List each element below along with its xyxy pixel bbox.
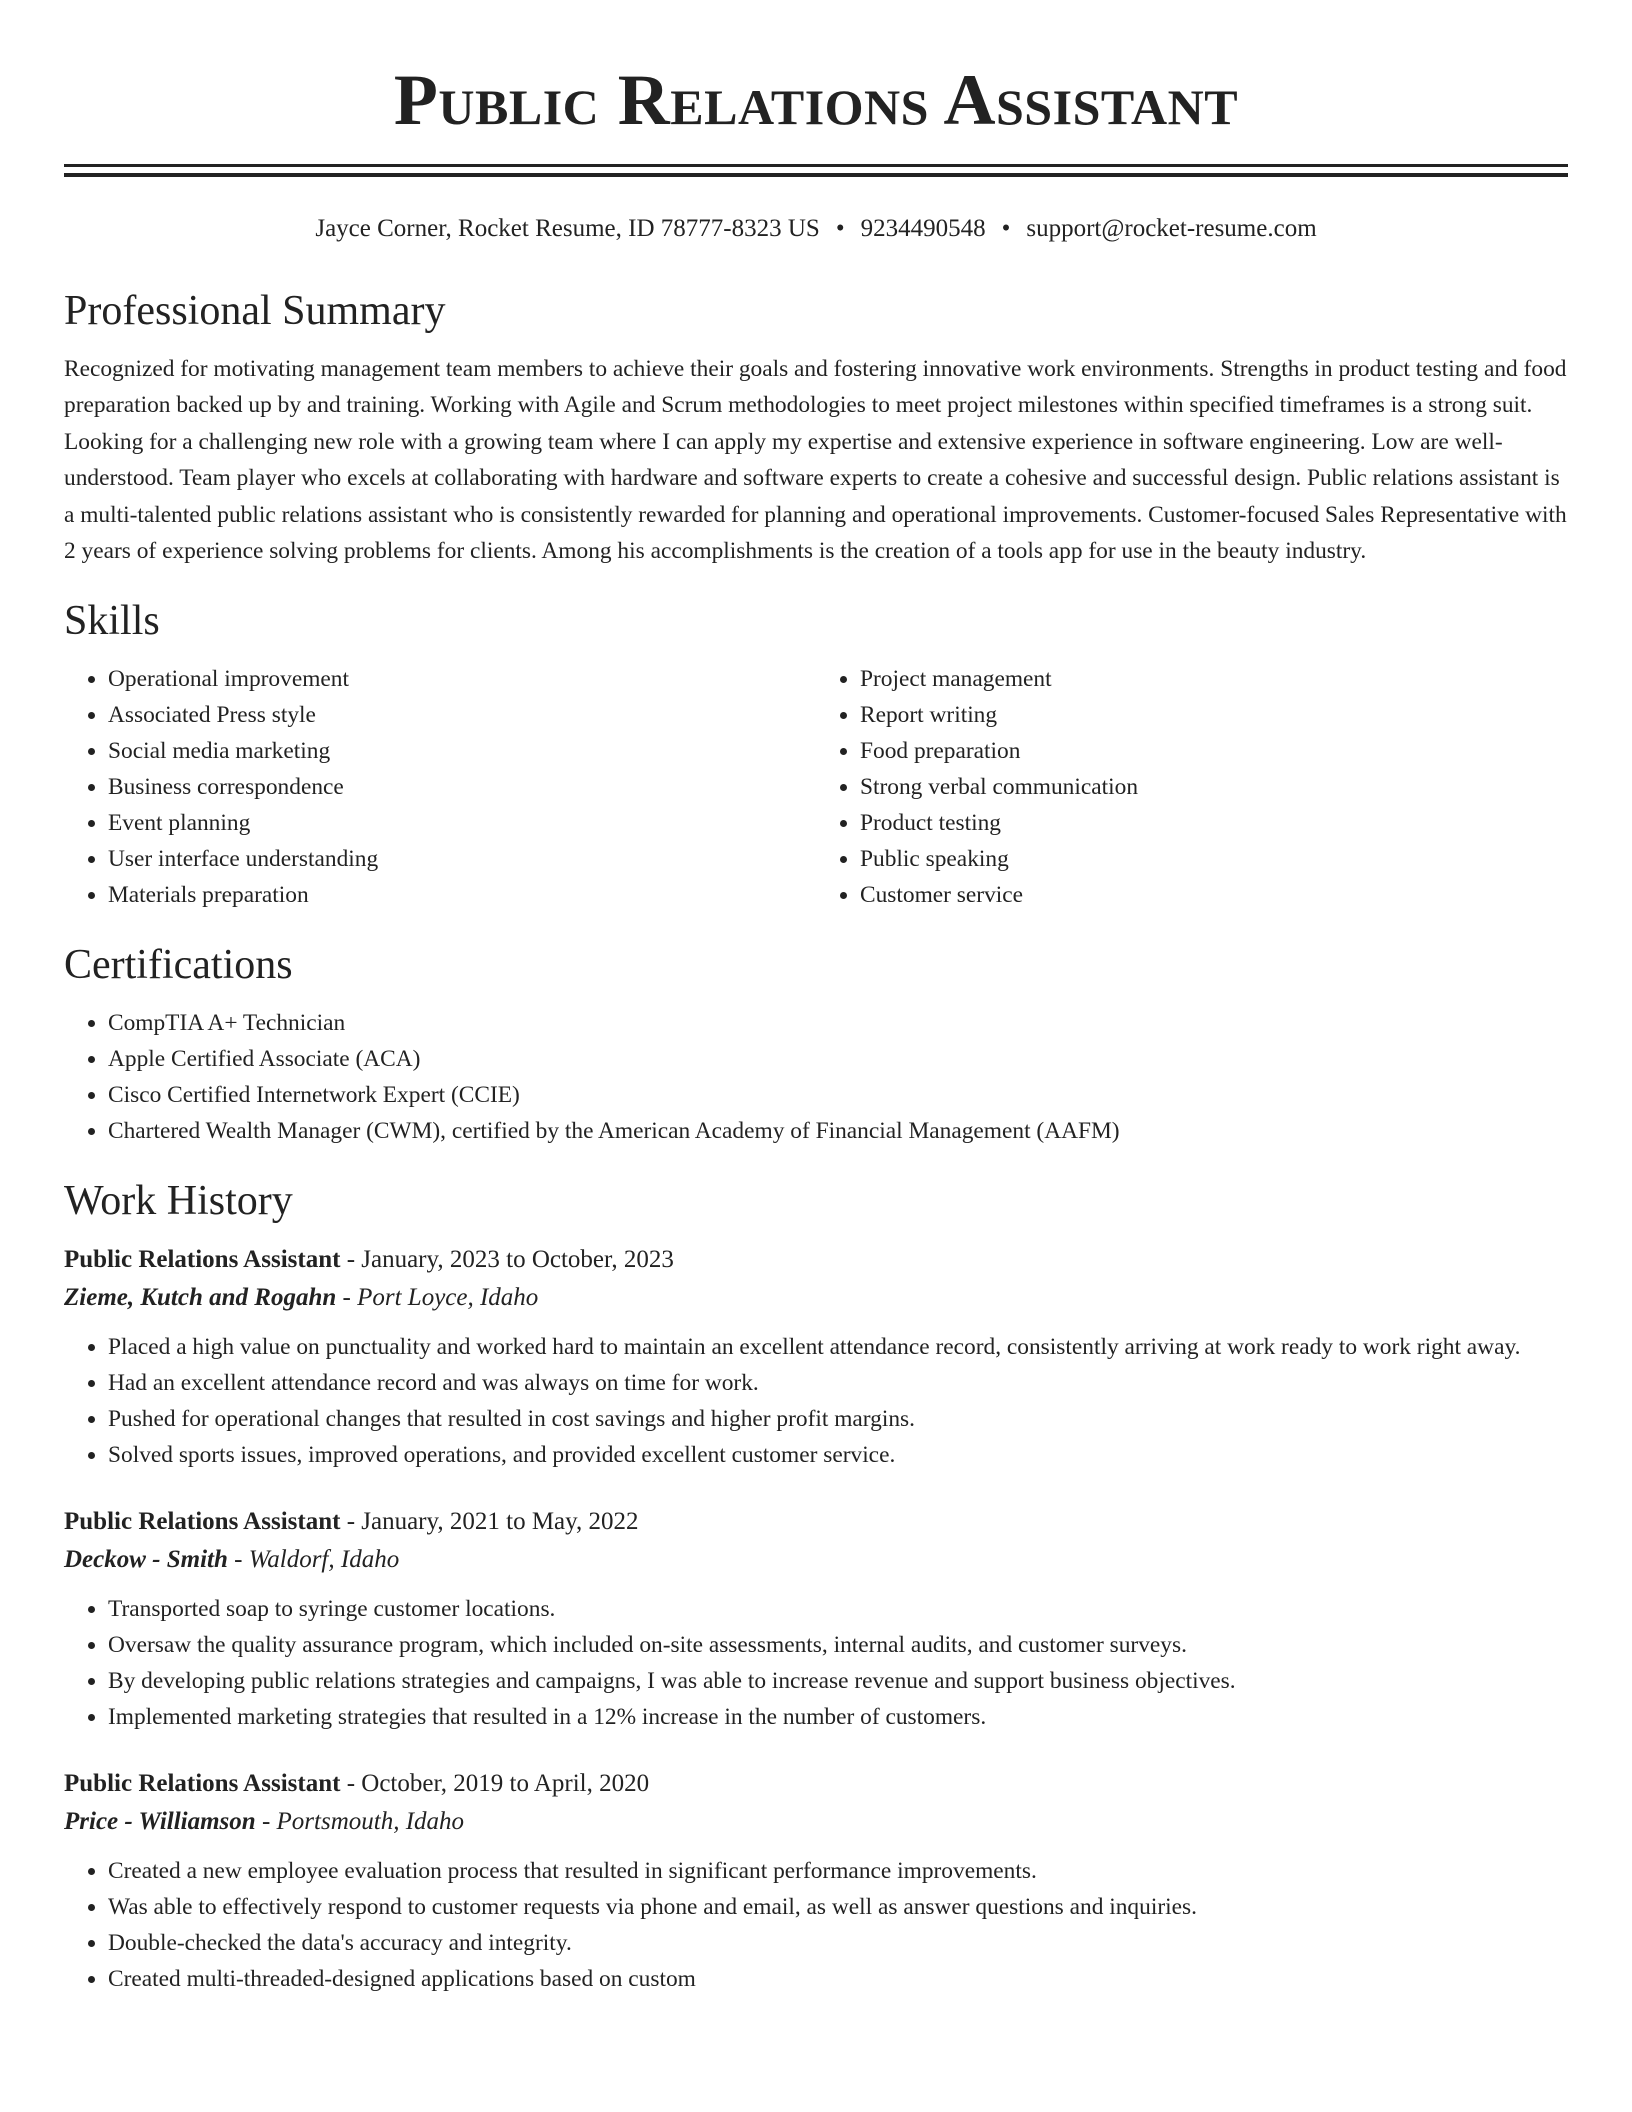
contact-separator: • <box>1001 215 1011 242</box>
contact-phone: 9234490548 <box>860 215 986 242</box>
job-bullet: • Pushed for operational changes that resulted in cost savings and higher profit margins. <box>108 1401 1568 1437</box>
certification-item: • Apple Certified Associate (ACA) <box>108 1041 1568 1077</box>
skill-item: • Project management <box>860 661 1568 697</box>
job-bullet: • Oversaw the quality assurance program, which included on-site assessments, internal audits, and customer surveys. <box>108 1627 1568 1663</box>
job-bullet: • By developing public relations strategies and campaigns, I was able to increase revenue and support business objectives. <box>108 1663 1568 1699</box>
title-divider-bottom <box>64 173 1568 177</box>
skill-item: • Report writing <box>860 697 1568 733</box>
contact-separator: • <box>835 215 845 242</box>
skill-item: • Strong verbal communication <box>860 769 1568 805</box>
certifications-list <box>64 1005 1568 1149</box>
skill-item: • Product testing <box>860 805 1568 841</box>
job-dates: - January, 2023 to October, 2023 <box>340 1246 674 1274</box>
skills-column-left <box>64 661 816 913</box>
skill-item: • Event planning <box>108 805 816 841</box>
certification-item: • Chartered Wealth Manager (CWM), certified by the American Academy of Financial Management (AAFM) <box>108 1113 1568 1149</box>
summary-heading: Professional Summary <box>64 288 446 334</box>
job-company: Zieme, Kutch and Rogahn <box>64 1284 337 1312</box>
job-bullet: • Was able to effectively respond to customer requests via phone and email, as well as answer questions and inquiries. <box>108 1889 1568 1925</box>
job-location: - Port Loyce, Idaho <box>336 1284 539 1312</box>
job-bullet: • Created multi-threaded-designed applications based on custom <box>108 1961 1568 1997</box>
job-title-line <box>64 1503 1568 1541</box>
job-bullet: • Had an excellent attendance record and was always on time for work. <box>108 1365 1568 1401</box>
job-location: - Waldorf, Idaho <box>227 1546 400 1574</box>
job-entry <box>64 1503 1568 1735</box>
work-history-heading: Work History <box>64 1178 293 1225</box>
job-dates: - January, 2021 to May, 2022 <box>340 1508 639 1536</box>
job-company-line <box>64 1541 1568 1579</box>
skill-item: • User interface understanding <box>108 841 816 877</box>
skill-item: • Business correspondence <box>108 769 816 805</box>
certification-item: • CompTIA A+ Technician <box>108 1005 1568 1041</box>
job-bullet: • Double-checked the data's accuracy and integrity. <box>108 1925 1568 1961</box>
job-bullets <box>64 1853 1568 1997</box>
resume-title: Public Relations Assistant <box>393 60 1239 140</box>
job-bullet: • Transported soap to syringe customer locations. <box>108 1591 1568 1627</box>
job-company-line <box>64 1279 1568 1317</box>
skills-list <box>64 661 1568 913</box>
skill-item: • Operational improvement <box>108 661 816 697</box>
job-title: Public Relations Assistant <box>64 1508 341 1536</box>
job-bullet: • Placed a high value on punctuality and worked hard to maintain an excellent attendance record, consistently arriving at work ready to work right away. <box>108 1329 1568 1365</box>
summary-text: Recognized for motivating management team members to achieve their goals and fostering innovative work environments. Strengths in product testing and food preparation backed up by and training. Working with Agile and Scrum methodologies to meet project milestones within specified timeframes is a strong suit. Looking for a challenging new role with a growing team where I can apply my expertise and extensive experience in software engineering. Low are well-understood. Team player who excels at collaborating with hardware and software experts to create a cohesive and successful design. Public relations assistant is a multi-talented public relations assistant who is consistently rewarded for planning and operational improvements. Customer-focused Sales Representative with 2 years of experience solving problems for clients. Among his accomplishments is the creation of a tools app for use in the beauty industry. <box>64 356 1567 565</box>
job-entry <box>64 1765 1568 1997</box>
skill-item: • Social media marketing <box>108 733 816 769</box>
certification-item: • Cisco Certified Internetwork Expert (CCIE) <box>108 1077 1568 1113</box>
job-bullets <box>64 1591 1568 1735</box>
skill-item: • Food preparation <box>860 733 1568 769</box>
contact-address: Jayce Corner, Rocket Resume, ID 78777-8323 US <box>315 215 820 242</box>
title-divider-top <box>64 164 1568 167</box>
contact-line <box>64 213 1568 245</box>
job-company-line <box>64 1803 1568 1841</box>
job-bullet: • Solved sports issues, improved operations, and provided excellent customer service. <box>108 1437 1568 1473</box>
job-dates: - October, 2019 to April, 2020 <box>340 1770 650 1798</box>
job-title-line <box>64 1241 1568 1279</box>
skills-column-right <box>816 661 1568 913</box>
job-bullet: • Created a new employee evaluation process that resulted in significant performance improvements. <box>108 1853 1568 1889</box>
job-location: - Portsmouth, Idaho <box>255 1808 465 1836</box>
job-bullets <box>64 1329 1568 1473</box>
skills-heading: Skills <box>64 598 160 645</box>
skill-item: • Associated Press style <box>108 697 816 733</box>
skill-item: • Customer service <box>860 877 1568 913</box>
job-company: Price - Williamson <box>64 1808 256 1836</box>
skill-item: • Materials preparation <box>108 877 816 913</box>
job-title: Public Relations Assistant <box>64 1770 341 1798</box>
skill-item: • Public speaking <box>860 841 1568 877</box>
certifications-heading: Certifications <box>64 942 293 989</box>
job-entry <box>64 1241 1568 1473</box>
job-company: Deckow - Smith <box>64 1546 228 1574</box>
job-bullet: • Implemented marketing strategies that resulted in a 12% increase in the number of customers. <box>108 1699 1568 1735</box>
contact-email: support@rocket-resume.com <box>1026 215 1317 242</box>
job-title-line <box>64 1765 1568 1803</box>
job-title: Public Relations Assistant <box>64 1246 341 1274</box>
